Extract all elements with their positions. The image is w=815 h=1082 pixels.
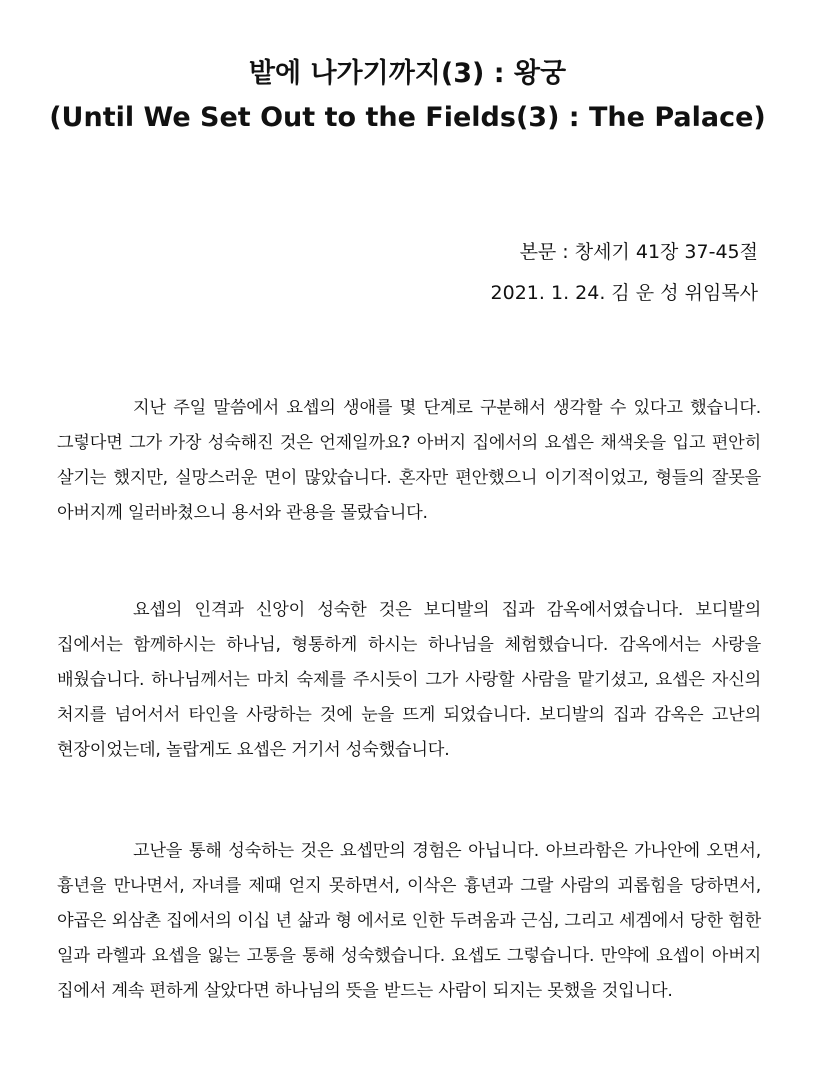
paragraph-3: 고난을 통해 성숙하는 것은 요셉만의 경험은 아닙니다. 아브라함은 가나안에 오면서, 흉년을 만나면서, 자녀를 제때 얻지 못하면서, 이삭은 흉년과 그랄 사람의 괴롭힘을 당하면서, 야곱은 외삼촌 집에서의 이십 년 삶과 형 에서로 인한 두려움과 근심, 그리고 세겜에서 당한 험한 일과 라헬과 요셉을 잃는 고통을 통해 성숙했습니다. 요셉도 그렇습니다. 만약에 요셉이 아버지 집에서 계속 편하게 살았다면 하나님의 뜻을 받드는 사람이 되지는 못했을 것입니다. xyxy=(57,841,761,1001)
title-english: (Until We Set Out to the Fields(3) : The Palace) xyxy=(49,102,766,133)
scripture-reference: 본문 : 창세기 41장 37-45절 xyxy=(519,241,758,263)
paragraph-1: 지난 주일 말씀에서 요셉의 생애를 몇 단계로 구분해서 생각할 수 있다고 했습니다. 그렇다면 그가 가장 성숙해진 것은 언제일까요? 아버지 집에서의 요셉은 채색옷을 입고 편안히 살기는 했지만, 실망스러운 면이 많았습니다. 혼자만 편안했으니 이기적이었고, 형들의 잘못을 아버지께 일러바쳤으니 용서와 관용을 몰랐습니다. xyxy=(57,398,761,523)
title-korean: 밭에 나가기까지(3) : 왕궁 xyxy=(248,58,567,89)
date-author: 2021. 1. 24. 김 운 성 위임목사 xyxy=(490,282,758,304)
paragraph-2: 요셉의 인격과 신앙이 성숙한 것은 보디발의 집과 감옥에서였습니다. 보디발의 집에서는 함께하시는 하나님, 형통하게 하시는 하나님을 체험했습니다. 감옥에서는 사랑을 배웠습니다. 하나님께서는 마치 숙제를 주시듯이 그가 사랑할 사람을 맡기셨고, 요셉은 자신의 처지를 넘어서서 타인을 사랑하는 것에 눈을 뜨게 되었습니다. 보디발의 집과 감옥은 고난의 현장이었는데, 놀랍게도 요셉은 거기서 성숙했습니다. xyxy=(57,600,761,760)
